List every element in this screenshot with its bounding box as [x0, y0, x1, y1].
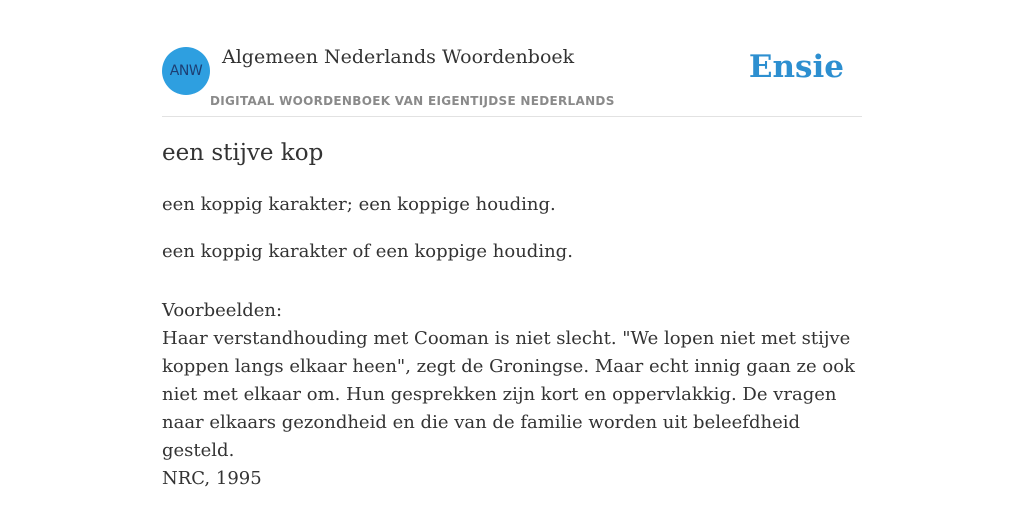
- examples-label: Voorbeelden:: [162, 300, 283, 321]
- header: [162, 0, 862, 117]
- examples-block: [162, 297, 862, 493]
- example-source: NRC, 1995: [162, 468, 262, 489]
- example-text: Haar verstandhouding met Cooman is niet slecht. "We lopen niet met stijve koppen langs elkaar heen", zegt de Groningse. Maar echt innig gaan ze ook niet met elkaar om. Hun gesprekken zijn kort en oppervlakkig. De vragen naar elkaars gezondheid en die van de familie worden uit beleefdheid gesteld.: [162, 328, 855, 461]
- entry-term: een stijve kop: [162, 140, 324, 166]
- ensie-brand-link[interactable]: Ensie: [748, 49, 844, 85]
- page: [162, 0, 862, 489]
- site-subtitle: DIGITAAL WOORDENBOEK VAN EIGENTIJDSE NEDERLANDS: [210, 94, 615, 108]
- definition-2: een koppig karakter of een koppige houding.: [162, 241, 573, 262]
- site-title[interactable]: Algemeen Nederlands Woordenboek: [222, 46, 575, 68]
- anw-logo[interactable]: [162, 47, 210, 95]
- logo-text: ANW: [169, 63, 203, 79]
- definition-1: een koppig karakter; een koppige houding.: [162, 194, 556, 215]
